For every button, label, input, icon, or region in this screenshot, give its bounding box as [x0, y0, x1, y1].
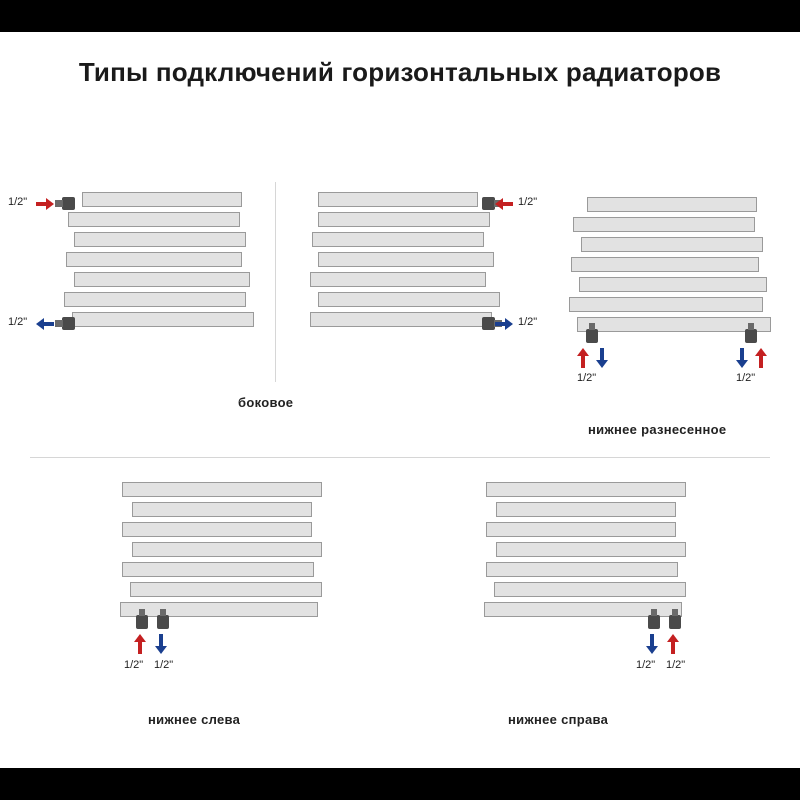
radiator-bar	[74, 272, 250, 287]
arrow-return-left	[36, 317, 54, 331]
divider-horizontal	[30, 457, 770, 458]
radiator-bar	[82, 192, 242, 207]
pipe-fitting-top-right	[482, 197, 495, 210]
size-label: 1/2"	[8, 196, 28, 208]
caption-bottom-right: нижнее справа	[508, 712, 609, 727]
arrow-supply-up	[666, 634, 680, 654]
radiator-bar	[122, 482, 322, 497]
radiator-bar	[494, 582, 686, 597]
page-title: Типы подключений горизонтальных радиаторов	[78, 57, 722, 87]
radiator-bar	[74, 232, 246, 247]
radiator-bar	[130, 582, 322, 597]
radiator-bar	[64, 292, 246, 307]
size-label: 1/2"	[124, 659, 144, 671]
radiator-bar	[310, 312, 492, 327]
size-label: 1/2"	[518, 316, 538, 328]
radiator-bar	[68, 212, 240, 227]
radiator-bottom-spaced	[565, 197, 780, 342]
radiator-bar	[571, 257, 759, 272]
radiator-bar	[310, 272, 486, 287]
caption-side: боковое	[238, 395, 294, 410]
arrow-return-down	[645, 634, 659, 654]
radiator-bar	[486, 482, 686, 497]
size-label: 1/2"	[736, 372, 756, 384]
pipe-fitting-bottom-right	[745, 329, 757, 343]
arrow-return-right	[495, 317, 513, 331]
radiator-bar	[486, 522, 676, 537]
arrow-supply-left	[495, 197, 513, 211]
radiator-bar	[581, 237, 763, 252]
white-canvas	[0, 32, 800, 768]
radiator-bar	[312, 232, 484, 247]
radiator-bar	[132, 502, 312, 517]
radiator-side-left	[60, 192, 260, 332]
radiator-side-right	[310, 192, 510, 332]
arrow-return-down	[735, 348, 749, 368]
radiator-bar	[318, 252, 494, 267]
size-label: 1/2"	[8, 316, 28, 328]
radiator-bar	[122, 562, 314, 577]
radiator-bar	[579, 277, 767, 292]
radiator-bar	[573, 217, 755, 232]
size-label: 1/2"	[154, 659, 174, 671]
pipe-fitting-bottom-right	[482, 317, 495, 330]
radiator-bar	[318, 212, 490, 227]
radiator-bar	[496, 542, 686, 557]
size-label: 1/2"	[577, 372, 597, 384]
radiator-bar	[318, 192, 478, 207]
radiator-bar	[66, 252, 242, 267]
radiator-bar	[72, 312, 254, 327]
caption-bottom-spaced: нижнее разнесенное	[588, 422, 727, 437]
pipe-fitting-left	[648, 615, 660, 629]
caption-bottom-left: нижнее слева	[148, 712, 241, 727]
radiator-bar	[486, 562, 678, 577]
arrow-supply-up	[754, 348, 768, 368]
pipe-fitting-left	[136, 615, 148, 629]
pipe-fitting-top-left	[62, 197, 75, 210]
radiator-bar	[120, 602, 318, 617]
radiator-bar	[569, 297, 763, 312]
radiator-bar	[318, 292, 500, 307]
pipe-fitting-right	[669, 615, 681, 629]
radiator-bar	[122, 522, 312, 537]
size-label: 1/2"	[636, 659, 656, 671]
radiator-bottom-left	[118, 482, 333, 627]
pipe-fitting-bottom-left	[586, 329, 598, 343]
radiator-bar	[132, 542, 322, 557]
size-label: 1/2"	[666, 659, 686, 671]
arrow-supply-right	[36, 197, 54, 211]
arrow-supply-up	[133, 634, 147, 654]
arrow-return-down	[154, 634, 168, 654]
arrow-supply-up	[576, 348, 590, 368]
size-label: 1/2"	[518, 196, 538, 208]
arrow-return-down	[595, 348, 609, 368]
radiator-bottom-right	[482, 482, 697, 627]
radiator-bar	[496, 502, 676, 517]
pipe-fitting-right	[157, 615, 169, 629]
radiator-bar	[577, 317, 771, 332]
pipe-fitting-bottom-left	[62, 317, 75, 330]
radiator-bar	[587, 197, 757, 212]
divider-vertical	[275, 182, 276, 382]
